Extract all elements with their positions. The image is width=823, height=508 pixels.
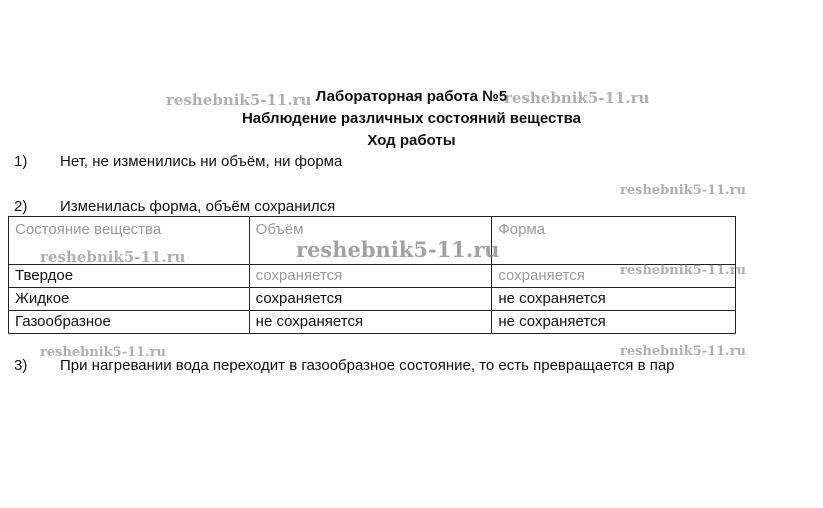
table-cell: не сохраняется (492, 311, 736, 334)
table-cell: не сохраняется (249, 311, 492, 334)
table-cell: не сохраняется (492, 288, 736, 311)
watermark: reshebnik5-11.ru (166, 91, 312, 109)
watermark: reshebnik5-11.ru (40, 248, 186, 266)
table-row (9, 288, 736, 311)
table-cell: Твердое (9, 265, 250, 288)
document-subtitle: Наблюдение различных состояний вещества (241, 110, 582, 127)
document-title: Лабораторная работа №5 (315, 88, 508, 105)
watermark: reshebnik5-11.ru (620, 183, 747, 198)
watermark: reshebnik5-11.ru (40, 345, 167, 360)
item-text: Нет, не изменились ни объём, ни форма (60, 153, 343, 170)
item-number: 1) (14, 153, 28, 170)
item-text: При нагревании вода переходит в газообразное состояние, то есть превращается в пар (60, 357, 675, 374)
table-header-cell: Форма (492, 217, 736, 265)
watermark: reshebnik5-11.ru (620, 344, 747, 359)
item-text: Изменилась форма, объём сохранился (60, 198, 336, 215)
table-header-cell: Состояние вещества (9, 217, 250, 265)
item-number: 2) (14, 198, 28, 215)
watermark: reshebnik5-11.ru (620, 263, 747, 278)
section-heading: Ход работы (367, 132, 456, 149)
watermark: reshebnik5-11.ru (504, 89, 650, 107)
table-row (9, 311, 736, 334)
table-cell: сохраняется (249, 288, 492, 311)
item-number: 3) (14, 357, 28, 374)
watermark: reshebnik5-11.ru (296, 237, 500, 262)
table-cell: сохраняется (492, 265, 736, 288)
table-cell: Газообразное (9, 311, 250, 334)
table-header-cell: Объём (249, 217, 492, 265)
table-cell: Жидкое (9, 288, 250, 311)
table-cell: сохраняется (249, 265, 492, 288)
